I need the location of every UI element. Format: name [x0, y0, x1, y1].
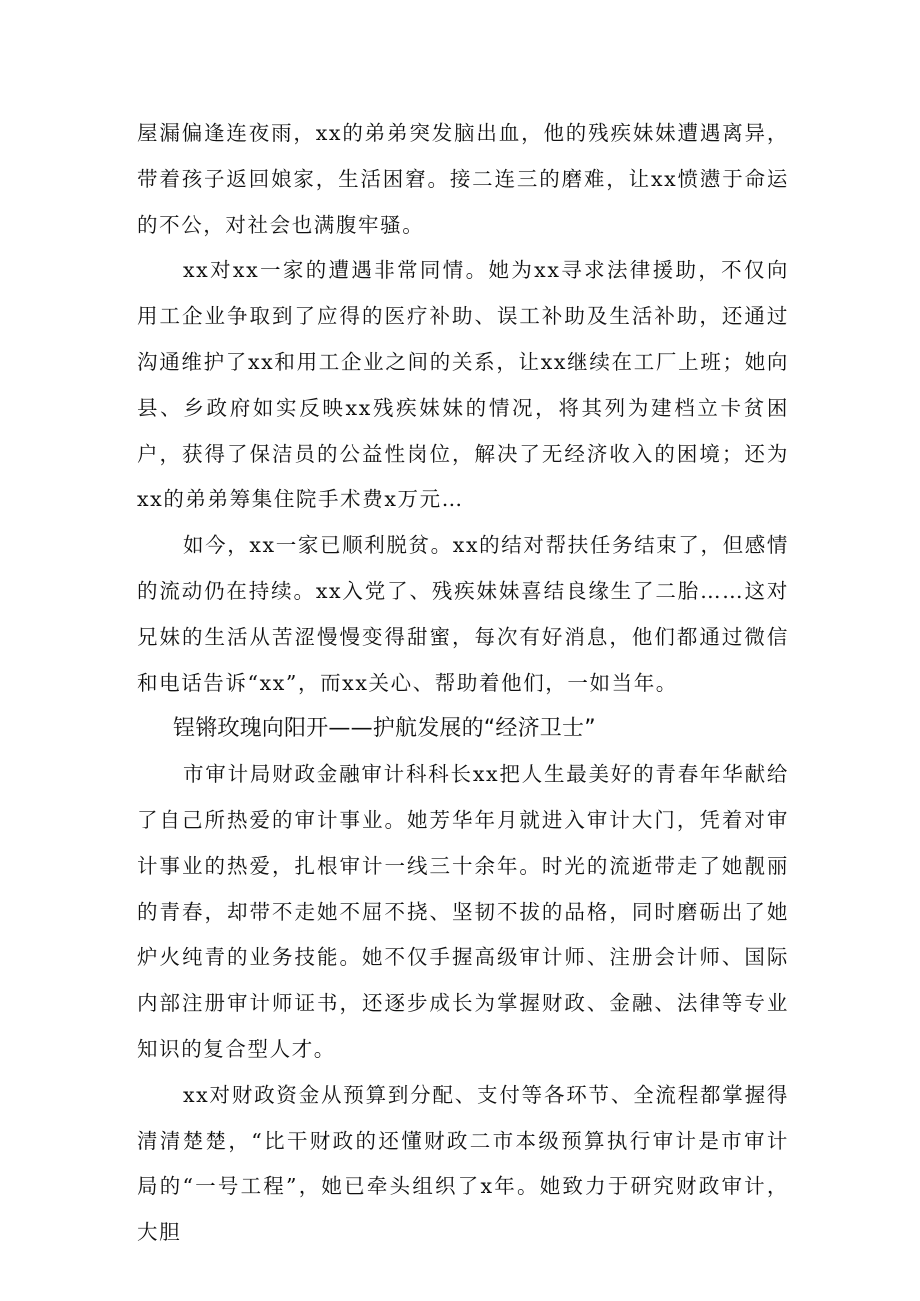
paragraph-continuation: 屋漏偏逢连夜雨，xx的弟弟突发脑出血，他的残疾妹妹遭遇离异，带着孩子返回娘家，生活困窘。接二连三的磨难，让xx愤懑于命运的不公，对社会也满腹牢骚。	[137, 121, 789, 237]
paragraph-poverty-relief: 如今，xx一家已顺利脱贫。xx的结对帮扶任务结束了，但感情的流动仍在持续。xx入党了、残疾妹妹喜结良缘生了二胎……这对兄妹的生活从苦涩慢慢变得甜蜜，每次有好消息，他们都通过微信和电话告诉“xx”，而xx关心、帮助着他们，一如当年。	[137, 533, 789, 695]
document-body	[137, 111, 789, 1256]
paragraph-audit-career: 市审计局财政金融审计科科长xx把人生最美好的青春年华献给了自己所热爱的审计事业。她芳华年月就进入审计大门，凭着对审计事业的热爱，扎根审计一线三十余年。时光的流逝带走了她靓丽的青春，却带不走她不屈不挠、坚韧不拔的品格，同时磨砺出了她炉火纯青的业务技能。她不仅手握高级审计师、注册会计师、国际内部注册审计师证书，还逐步成长为掌握财政、金融、法律等专业知识的复合型人才。	[137, 762, 789, 1061]
section-heading: 锃锵玫瑰向阳开——护航发展的“经济卫士”	[173, 716, 596, 742]
paragraph-fiscal-audit: xx对财政资金从预算到分配、支付等各环节、全流程都掌握得清清楚楚，“比干财政的还懂财政二市本级预算执行审计是市审计局的“一号工程”，她已牵头组织了x年。她致力于研究财政审计，大胆	[137, 1082, 789, 1245]
paragraph-legal-aid: xx对xx一家的遭遇非常同情。她为xx寻求法律援助，不仅向用工企业争取到了应得的医疗补助、误工补助及生活补助，还通过沟通维护了xx和用工企业之间的关系，让xx继续在工厂上班；她向县、乡政府如实反映xx残疾妹妹的情况，将其列为建档立卡贫困户，获得了保洁员的公益性岗位，解决了无经济收入的困境；还为xx的弟弟筹集住院手术费x万元…	[137, 258, 789, 512]
